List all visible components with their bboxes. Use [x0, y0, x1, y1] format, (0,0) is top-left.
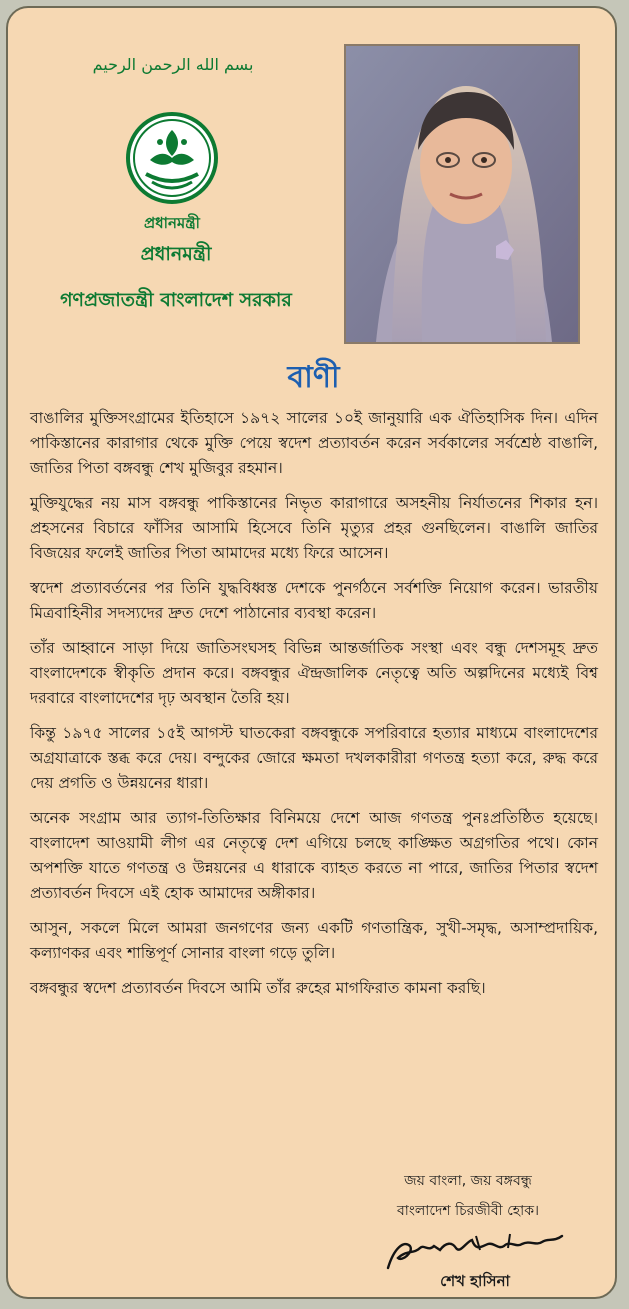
message-paragraph: অনেক সংগ্রাম আর ত্যাগ-তিতিক্ষার বিনিময়ে দেশে আজ গণতন্ত্র পুনঃপ্রতিষ্ঠিত হয়েছে। বাংলাদেশ আওয়ামী লীগ এর নেতৃত্বে দেশ এগিয়ে চলছে কাঙ্ক্ষিত অগ্রগতির পথে। কোন অপশক্তি যাতে গণতন্ত্র ও উন্নয়নের এ ধারাকে ব্যাহত করতে না পারে, জাতির পিতার স্বদেশ প্রত্যাবর্তন দিবসে এই হোক আমাদের অঙ্গীকার।	[30, 809, 598, 902]
message-body	[30, 406, 598, 1011]
message-paragraph: মুক্তিযুদ্ধের নয় মাস বঙ্গবন্ধু পাকিস্তানের নিভৃত কারাগারে অসহনীয় নির্যাতনের শিকার হন। প্রহসনের বিচারে ফাঁসির আসামি হিসেবে তিনি মৃত্যুর প্রহর গুনছিলেন। বাঙালি জাতির বিজয়ের ফলেই জাতির পিতা আমাদের মধ্যে ফিরে আসেন।	[30, 494, 598, 562]
signatory-name: শেখ হাসিনা	[440, 1272, 510, 1290]
closing-block	[338, 1166, 598, 1226]
message-paragraph: বাঙালির মুক্তিসংগ্রামের ইতিহাসে ১৯৭২ সালের ১০ই জানুয়ারি এক ঐতিহাসিক দিন। এদিন পাকিস্তানের কারাগার থেকে মুক্তি পেয়ে স্বদেশ প্রত্যাবর্তন করেন সর্বকালের সর্বশ্রেষ্ঠ বাঙালি, জাতির পিতা বঙ্গবন্ধু শেখ মুজিবুর রহমান।	[30, 409, 598, 477]
emblem-caption: প্রধানমন্ত্রী	[144, 214, 200, 232]
closing-line-2: বাংলাদেশ চিরজীবী হোক।	[396, 1203, 540, 1219]
closing-line-1: জয় বাংলা, জয় বঙ্গবন্ধু	[404, 1173, 532, 1189]
emblem-logo	[120, 108, 224, 236]
bismillah-calligraphy	[88, 50, 258, 80]
message-paragraph: স্বদেশ প্রত্যাবর্তনের পর তিনি যুদ্ধবিধ্বস্ত দেশকে পুনর্গঠনে সর্বশক্তি নিয়োগ করেন। ভারতীয় মিত্রবাহিনীর সদস্যদের দ্রুত দেশে পাঠানোর ব্যবস্থা করেন।	[30, 579, 598, 622]
message-paragraph: তাঁর আহ্বানে সাড়া দিয়ে জাতিসংঘসহ বিভিন্ন আন্তর্জাতিক সংস্থা এবং বন্ধু দেশসমূহ দ্রুত বাংলাদেশকে স্বীকৃতি প্রদান করে। বঙ্গবন্ধুর ঐন্দ্রজালিক নেতৃত্বে অতি অল্পদিনের মধ্যেই বিশ্ব দরবারে বাংলাদেশের দৃঢ় অবস্থান তৈরি হয়।	[30, 639, 598, 707]
calligraphy-text: بسم الله الرحمن الرحيم	[92, 55, 254, 74]
message-paragraph: আসুন, সকলে মিলে আমরা জনগণের জন্য একটি গণতান্ত্রিক, সুখী-সমৃদ্ধ, অসাম্প্রদায়িক, কল্যাণকর এবং শান্তিপূর্ণ সোনার বাংলা গড়ে তুলি।	[30, 919, 598, 962]
office-title: প্রধানমন্ত্রী	[140, 243, 212, 265]
message-paragraph: কিন্তু ১৯৭৫ সালের ১৫ই আগস্ট ঘাতকেরা বঙ্গবন্ধুকে সপরিবারে হত্যার মাধ্যমে বাংলাদেশের অগ্রযাত্রাকে স্তব্ধ করে দেয়। বন্দুকের জোরে ক্ষমতা দখলকারীরা গণতন্ত্র হত্যা করে, রুদ্ধ করে দেয় প্রগতি ও উন্নয়নের ধারা।	[30, 724, 598, 792]
message-paragraph: বঙ্গবন্ধুর স্বদেশ প্রত্যাবর্তন দিবসে আমি তাঁর রুহের মাগফিরাত কামনা করছি।	[30, 979, 486, 997]
message-heading: বাণী	[287, 360, 340, 395]
portrait-photo	[344, 44, 580, 344]
government-title: গণপ্রজাতন্ত্রী বাংলাদেশ সরকার	[60, 289, 292, 311]
message-card	[6, 6, 617, 1299]
